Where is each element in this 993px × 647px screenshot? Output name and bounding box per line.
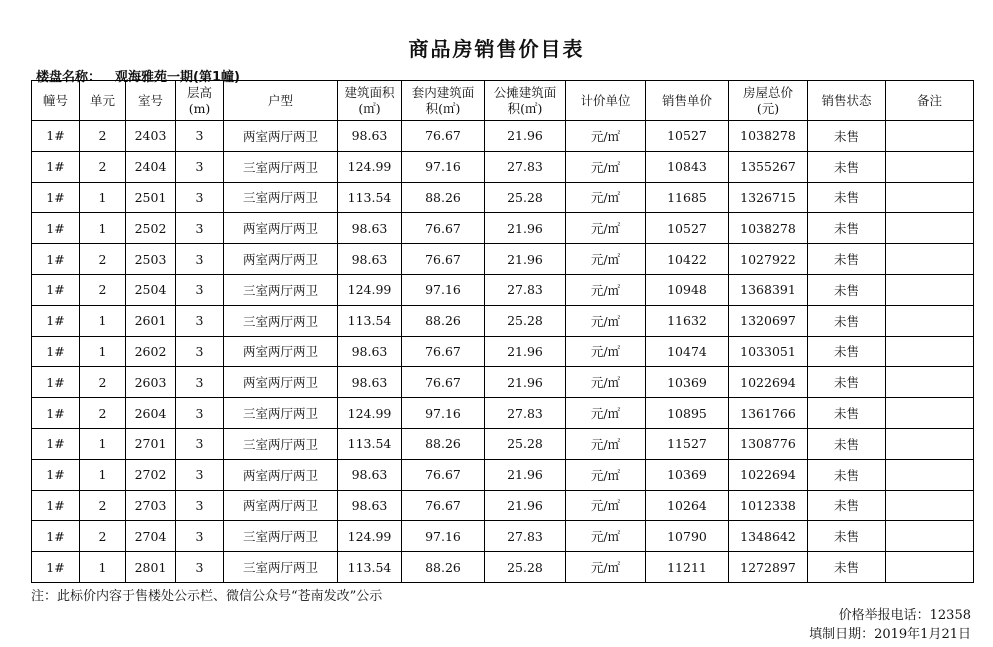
table-cell: 113.54	[338, 552, 402, 583]
table-cell: 10790	[646, 521, 729, 552]
table-cell: 未售	[808, 121, 886, 152]
table-cell: 113.54	[338, 305, 402, 336]
table-cell: 21.96	[485, 213, 566, 244]
table-cell: 两室两厅两卫	[224, 336, 338, 367]
table-body	[32, 121, 974, 583]
column-header-line2: 积(㎡)	[425, 100, 461, 116]
table-cell: 11211	[646, 552, 729, 583]
table-cell: 元/㎡	[566, 151, 646, 182]
table-cell: 76.67	[402, 336, 485, 367]
table-cell: 三室两厅两卫	[224, 521, 338, 552]
table-cell: 2	[80, 151, 126, 182]
table-cell: 1#	[32, 367, 80, 398]
table-cell: 2501	[126, 182, 176, 213]
table-cell: 2502	[126, 213, 176, 244]
table-cell: 1308776	[729, 428, 808, 459]
column-header	[224, 81, 338, 121]
column-header-line1: 销售单价	[661, 92, 712, 108]
table-cell: 2601	[126, 305, 176, 336]
table-cell: 元/㎡	[566, 213, 646, 244]
table-cell: 1#	[32, 151, 80, 182]
table-cell: 3	[176, 121, 224, 152]
column-header	[485, 81, 566, 121]
table-cell: 1	[80, 182, 126, 213]
table-cell: 124.99	[338, 398, 402, 429]
table-cell: 98.63	[338, 121, 402, 152]
table-cell: 76.67	[402, 367, 485, 398]
table-cell	[886, 151, 974, 182]
table-cell	[886, 182, 974, 213]
column-header-line1: 备注	[916, 92, 942, 108]
table-cell: 97.16	[402, 274, 485, 305]
table-row	[32, 367, 974, 398]
table-cell: 124.99	[338, 521, 402, 552]
table-cell: 元/㎡	[566, 552, 646, 583]
column-header-line1: 销售状态	[821, 92, 872, 108]
table-cell	[886, 305, 974, 336]
column-header	[729, 81, 808, 121]
table-cell: 2404	[126, 151, 176, 182]
table-cell: 元/㎡	[566, 182, 646, 213]
table-cell: 88.26	[402, 552, 485, 583]
column-header-line1: 套内建筑面	[411, 84, 475, 100]
table-cell: 元/㎡	[566, 521, 646, 552]
table-cell: 11632	[646, 305, 729, 336]
table-cell: 1	[80, 428, 126, 459]
table-cell: 1	[80, 459, 126, 490]
table-cell: 1348642	[729, 521, 808, 552]
table-cell: 11527	[646, 428, 729, 459]
table-cell	[886, 521, 974, 552]
table-cell: 88.26	[402, 305, 485, 336]
table-cell: 未售	[808, 305, 886, 336]
table-cell: 1038278	[729, 213, 808, 244]
table-cell: 21.96	[485, 121, 566, 152]
table-cell: 25.28	[485, 552, 566, 583]
column-header-line1: 建筑面积	[344, 84, 395, 100]
table-cell: 98.63	[338, 244, 402, 275]
table-cell: 21.96	[485, 490, 566, 521]
table-cell	[886, 490, 974, 521]
table-cell: 113.54	[338, 428, 402, 459]
table-cell: 元/㎡	[566, 274, 646, 305]
table-cell: 10369	[646, 459, 729, 490]
table-cell: 未售	[808, 552, 886, 583]
column-header	[886, 81, 974, 121]
table-cell: 未售	[808, 367, 886, 398]
table-row	[32, 398, 974, 429]
table-cell	[886, 398, 974, 429]
table-cell: 3	[176, 459, 224, 490]
table-cell: 三室两厅两卫	[224, 182, 338, 213]
column-header-line2: (㎡)	[358, 100, 381, 116]
table-cell: 1	[80, 336, 126, 367]
table-cell: 10422	[646, 244, 729, 275]
table-cell: 98.63	[338, 336, 402, 367]
table-cell: 元/㎡	[566, 121, 646, 152]
table-cell: 3	[176, 428, 224, 459]
table-cell: 10264	[646, 490, 729, 521]
table-cell: 2	[80, 398, 126, 429]
table-cell: 10843	[646, 151, 729, 182]
table-cell: 3	[176, 367, 224, 398]
table-cell: 2	[80, 244, 126, 275]
table-cell: 11685	[646, 182, 729, 213]
table-cell: 1#	[32, 521, 80, 552]
table-cell: 2	[80, 490, 126, 521]
table-cell: 未售	[808, 428, 886, 459]
table-cell: 1	[80, 213, 126, 244]
table-cell: 3	[176, 490, 224, 521]
table-row	[32, 305, 974, 336]
table-cell: 1#	[32, 552, 80, 583]
table-cell: 88.26	[402, 182, 485, 213]
table-cell: 三室两厅两卫	[224, 151, 338, 182]
price-report-hotline: 价格举报电话：12358	[838, 608, 971, 623]
table-cell: 1#	[32, 490, 80, 521]
table-cell: 3	[176, 552, 224, 583]
column-header-line2: (元)	[756, 100, 780, 116]
table-cell: 2403	[126, 121, 176, 152]
table-cell: 2503	[126, 244, 176, 275]
table-cell: 124.99	[338, 151, 402, 182]
table-cell: 2704	[126, 521, 176, 552]
table-cell: 10527	[646, 213, 729, 244]
table-cell: 三室两厅两卫	[224, 398, 338, 429]
table-cell: 1#	[32, 213, 80, 244]
table-cell: 10369	[646, 367, 729, 398]
project-label: 楼盘名称：	[36, 70, 102, 85]
table-cell: 两室两厅两卫	[224, 490, 338, 521]
table-cell: 21.96	[485, 459, 566, 490]
table-cell: 3	[176, 182, 224, 213]
table-row	[32, 521, 974, 552]
table-cell	[886, 367, 974, 398]
footnote: 注：此标价内容于售楼处公示栏、微信公众号“苍南发改”公示	[31, 589, 383, 604]
column-header-line1: 公摊建筑面	[493, 84, 557, 100]
table-cell: 2702	[126, 459, 176, 490]
table-cell: 三室两厅两卫	[224, 305, 338, 336]
table-cell: 10895	[646, 398, 729, 429]
column-header-line1: 户型	[267, 92, 293, 108]
column-header-line2: 积(㎡)	[507, 100, 543, 116]
page-title: 商品房销售价目表	[408, 37, 585, 61]
table-cell: 10948	[646, 274, 729, 305]
table-cell: 1#	[32, 398, 80, 429]
table-cell: 2801	[126, 552, 176, 583]
table-cell: 1022694	[729, 367, 808, 398]
table-cell: 1#	[32, 244, 80, 275]
column-header	[126, 81, 176, 121]
table-cell: 76.67	[402, 121, 485, 152]
table-cell	[886, 244, 974, 275]
column-header	[176, 81, 224, 121]
table-cell: 1033051	[729, 336, 808, 367]
table-cell: 27.83	[485, 151, 566, 182]
table-cell: 113.54	[338, 182, 402, 213]
table-cell: 未售	[808, 182, 886, 213]
table-cell: 1#	[32, 305, 80, 336]
table-cell: 未售	[808, 213, 886, 244]
table-cell	[886, 428, 974, 459]
column-header	[32, 81, 80, 121]
table-cell: 元/㎡	[566, 305, 646, 336]
table-cell: 1355267	[729, 151, 808, 182]
table-cell: 10527	[646, 121, 729, 152]
table-cell: 25.28	[485, 428, 566, 459]
table-cell	[886, 336, 974, 367]
table-cell: 1361766	[729, 398, 808, 429]
column-header-line1: 单元	[89, 92, 115, 108]
table-cell: 1#	[32, 182, 80, 213]
table-cell: 25.28	[485, 182, 566, 213]
table-cell: 1038278	[729, 121, 808, 152]
table-cell: 三室两厅两卫	[224, 274, 338, 305]
table-cell: 1#	[32, 121, 80, 152]
column-header-line1: 房屋总价	[742, 84, 793, 100]
table-row	[32, 490, 974, 521]
table-row	[32, 336, 974, 367]
table-cell: 27.83	[485, 521, 566, 552]
column-header	[80, 81, 126, 121]
table-cell: 1326715	[729, 182, 808, 213]
table-cell: 两室两厅两卫	[224, 367, 338, 398]
table-cell: 未售	[808, 521, 886, 552]
table-cell: 三室两厅两卫	[224, 428, 338, 459]
table-cell: 3	[176, 336, 224, 367]
table-row	[32, 121, 974, 152]
table-cell: 1#	[32, 274, 80, 305]
table-cell: 1272897	[729, 552, 808, 583]
column-header	[646, 81, 729, 121]
table-row	[32, 428, 974, 459]
column-header	[402, 81, 485, 121]
table-cell: 76.67	[402, 490, 485, 521]
table-cell	[886, 121, 974, 152]
table-row	[32, 244, 974, 275]
table-cell: 3	[176, 305, 224, 336]
table-cell: 10474	[646, 336, 729, 367]
table-cell	[886, 552, 974, 583]
table-cell: 27.83	[485, 274, 566, 305]
table-cell: 124.99	[338, 274, 402, 305]
table-cell: 1#	[32, 428, 80, 459]
table-row	[32, 151, 974, 182]
table-cell: 98.63	[338, 367, 402, 398]
table-cell: 1012338	[729, 490, 808, 521]
table-cell	[886, 213, 974, 244]
table-cell: 1	[80, 305, 126, 336]
table-cell: 76.67	[402, 213, 485, 244]
table-cell: 未售	[808, 336, 886, 367]
table-cell: 2604	[126, 398, 176, 429]
column-header-line1: 幢号	[42, 92, 68, 108]
table-cell: 1	[80, 552, 126, 583]
table-cell: 1#	[32, 459, 80, 490]
table-cell	[886, 274, 974, 305]
column-header-line2: (m)	[188, 100, 211, 116]
table-cell: 两室两厅两卫	[224, 121, 338, 152]
table-cell: 2602	[126, 336, 176, 367]
table-cell: 未售	[808, 398, 886, 429]
table-cell: 21.96	[485, 367, 566, 398]
table-cell: 2504	[126, 274, 176, 305]
table-cell: 1027922	[729, 244, 808, 275]
table-cell: 未售	[808, 459, 886, 490]
table-cell: 97.16	[402, 521, 485, 552]
column-header	[566, 81, 646, 121]
table-cell: 3	[176, 521, 224, 552]
table-row	[32, 213, 974, 244]
table-cell: 2703	[126, 490, 176, 521]
project-name: 观海雅苑一期(第1幢)	[115, 70, 240, 85]
table-cell: 两室两厅两卫	[224, 244, 338, 275]
table-cell: 2	[80, 274, 126, 305]
table-cell: 两室两厅两卫	[224, 459, 338, 490]
table-cell: 3	[176, 274, 224, 305]
table-cell: 76.67	[402, 244, 485, 275]
column-header	[808, 81, 886, 121]
table-cell: 1320697	[729, 305, 808, 336]
table-cell: 2701	[126, 428, 176, 459]
table-cell: 3	[176, 151, 224, 182]
price-table	[31, 80, 974, 583]
table-cell: 两室两厅两卫	[224, 213, 338, 244]
table-cell: 元/㎡	[566, 459, 646, 490]
table-row	[32, 182, 974, 213]
table-cell: 2	[80, 521, 126, 552]
table-cell: 2	[80, 367, 126, 398]
table-cell: 未售	[808, 244, 886, 275]
table-cell: 88.26	[402, 428, 485, 459]
table-cell: 3	[176, 398, 224, 429]
table-cell: 76.67	[402, 459, 485, 490]
table-cell: 元/㎡	[566, 398, 646, 429]
table-cell	[886, 459, 974, 490]
table-header-row	[32, 81, 974, 121]
table-cell: 21.96	[485, 244, 566, 275]
table-cell: 元/㎡	[566, 244, 646, 275]
table-cell: 元/㎡	[566, 336, 646, 367]
table-cell: 3	[176, 213, 224, 244]
table-cell: 97.16	[402, 151, 485, 182]
table-cell: 元/㎡	[566, 490, 646, 521]
column-header-line1: 室号	[137, 92, 163, 108]
table-cell: 25.28	[485, 305, 566, 336]
fill-date: 填制日期：2019年1月21日	[809, 627, 971, 642]
column-header	[338, 81, 402, 121]
table-cell: 未售	[808, 490, 886, 521]
table-cell: 97.16	[402, 398, 485, 429]
table-cell: 1022694	[729, 459, 808, 490]
table-cell: 元/㎡	[566, 428, 646, 459]
table-cell: 1#	[32, 336, 80, 367]
table-cell: 27.83	[485, 398, 566, 429]
table-cell: 98.63	[338, 490, 402, 521]
column-header-line1: 计价单位	[580, 92, 631, 108]
table-cell: 未售	[808, 274, 886, 305]
table-cell: 三室两厅两卫	[224, 552, 338, 583]
table-row	[32, 552, 974, 583]
table-cell: 21.96	[485, 336, 566, 367]
table-cell: 1368391	[729, 274, 808, 305]
table-row	[32, 274, 974, 305]
table-cell: 3	[176, 244, 224, 275]
table-cell: 元/㎡	[566, 367, 646, 398]
table-cell: 2603	[126, 367, 176, 398]
table-cell: 98.63	[338, 213, 402, 244]
table-cell: 2	[80, 121, 126, 152]
table-cell: 未售	[808, 151, 886, 182]
table-row	[32, 459, 974, 490]
column-header-line1: 层高	[186, 84, 212, 100]
table-cell: 98.63	[338, 459, 402, 490]
